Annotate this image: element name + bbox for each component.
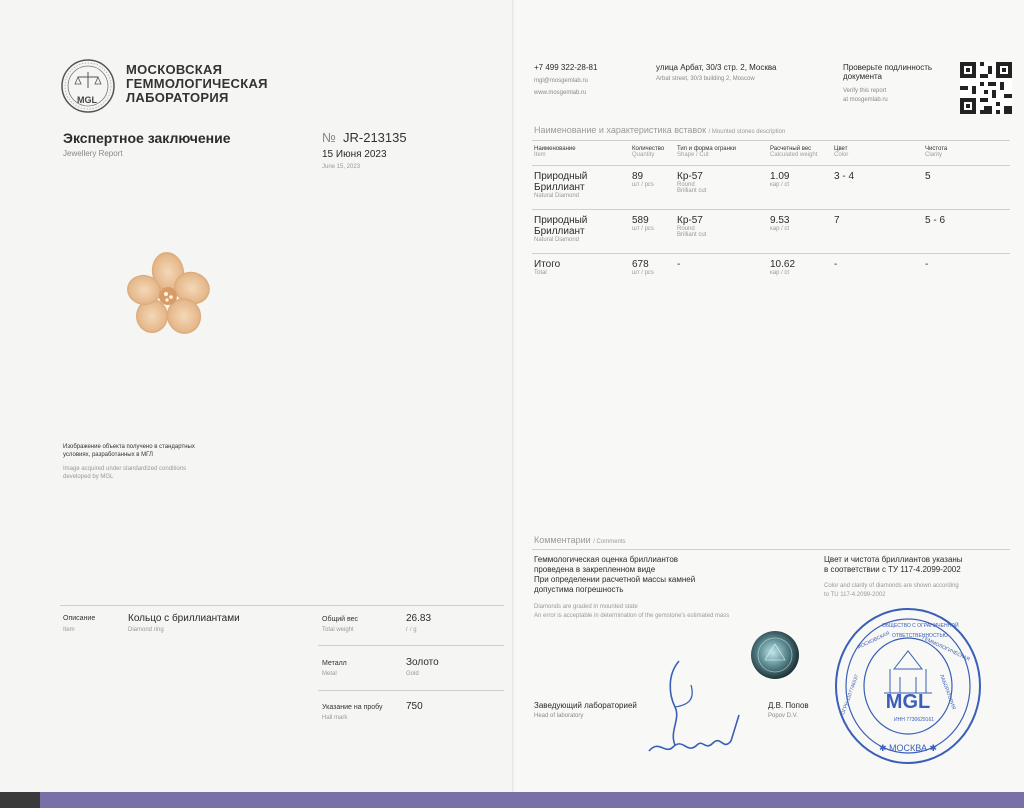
row1-name-line2: Бриллиант <box>534 182 585 193</box>
email: mgl@mosgemlab.ru <box>534 78 588 84</box>
right-page <box>514 0 1024 792</box>
row2-weight-value: 9.53 <box>770 215 790 226</box>
row1-name-line1: Природный <box>534 171 588 182</box>
item-label: Описание <box>63 615 96 622</box>
mgl-logo <box>60 58 116 114</box>
stamp-bottom-text: ✱ МОСКВА ✱ <box>878 743 938 753</box>
comment-left-ru-line1: Геммологическая оценка бриллиантов <box>534 555 679 564</box>
row2-name-line1: Природный <box>534 215 588 226</box>
divider <box>532 165 1010 166</box>
image-note-en <box>63 465 186 481</box>
svg-text:ОТВЕТСТВЕННОСТЬЮ: ОТВЕТСТВЕННОСТЬЮ <box>892 633 948 639</box>
item-value: Кольцо с бриллиантами <box>128 613 240 624</box>
divider <box>318 690 504 691</box>
row1-cut <box>677 171 706 194</box>
comment-right-en <box>824 582 959 600</box>
weight-label: Общий вес <box>322 616 359 623</box>
comment-left-ru-line2: проведена в закрепленном виде <box>534 565 656 574</box>
row2-qty <box>632 215 654 232</box>
header-item-ru: Наименование <box>534 146 576 152</box>
svg-text:ОГРН 1107746537: ОГРН 1107746537 <box>840 673 861 716</box>
metal-label: Металл <box>322 660 347 667</box>
weight-value: 26.83 <box>406 613 432 624</box>
verify-ru <box>843 63 932 81</box>
row1-qty-unit: шт / pcs <box>632 182 654 188</box>
comment-right-ru-line2: в соответствии с ТУ 117-4.2099-2002 <box>824 565 961 574</box>
table-row-total <box>534 259 560 276</box>
report-title-en: Jewellery Report <box>63 149 123 158</box>
row2-cut-en2: Brilliant cut <box>677 232 707 238</box>
header-weight <box>770 146 817 158</box>
ring-photo <box>122 250 214 342</box>
signature-role-en: Head of laboratory <box>534 713 584 719</box>
total-weight-unit: кар / ct <box>770 270 790 276</box>
logo-mgl-text: MGL <box>77 95 97 105</box>
row1-cut-en2: Brilliant cut <box>677 188 707 194</box>
total-weight <box>770 259 795 276</box>
verify-ru-line1: Проверьте подлинность <box>843 63 933 72</box>
address-en: Arbat street, 30/3 building 2, Moscow <box>656 76 755 82</box>
row2-name-en: Natural Diamond <box>534 237 580 243</box>
metal-value: Золото <box>406 657 439 668</box>
comment-left-ru-line4: допустима погрешность <box>534 585 624 594</box>
total-name: Итого <box>534 259 561 270</box>
signature-name: Д.В. Попов <box>768 701 809 710</box>
hallmark-value: 750 <box>406 701 423 712</box>
divider <box>532 253 1010 254</box>
row1-weight <box>770 171 789 188</box>
stones-heading-en: / Mounted stones description <box>708 129 786 135</box>
total-clarity: - <box>925 259 929 270</box>
address: улица Арбат, 30/3 стр. 2, Москва <box>656 63 777 72</box>
row2-weight-unit: кар / ct <box>770 226 790 232</box>
row1-name-en: Natural Diamond <box>534 193 580 199</box>
header-clarity-ru: Чистота <box>925 146 948 152</box>
comment-right-ru <box>824 555 963 575</box>
comments-heading-ru: Комментарии <box>534 535 591 545</box>
qr-code[interactable] <box>960 62 1012 114</box>
row2-qty-unit: шт / pcs <box>632 226 654 232</box>
lab-name-line2: ГЕММОЛОГИЧЕСКАЯ <box>126 76 268 91</box>
divider <box>318 645 504 646</box>
comment-right-ru-line1: Цвет и чистота бриллиантов указаны <box>824 555 963 564</box>
verify-en <box>843 87 888 105</box>
row1-clarity: 5 <box>925 171 931 182</box>
row2-weight <box>770 215 789 232</box>
verify-ru-line2: документа <box>843 72 883 81</box>
svg-text:ОБЩЕСТВО С ОГРАНИЧЕННОЙ: ОБЩЕСТВО С ОГРАНИЧЕННОЙ <box>882 623 959 629</box>
header-quantity <box>632 146 664 158</box>
left-page <box>0 0 514 792</box>
comment-right-en-line1: Color and clarity of diamonds are shown according <box>824 583 959 589</box>
comment-left-ru-line3: При определении расчетной массы камней <box>534 575 696 584</box>
stones-heading <box>534 125 785 135</box>
svg-text:ИНН 7730629161: ИНН 7730629161 <box>894 717 935 723</box>
handwritten-signature <box>639 655 759 765</box>
row2-cut <box>677 215 706 238</box>
total-qty-value: 678 <box>632 259 649 270</box>
phone: +7 499 322-28-81 <box>534 63 598 72</box>
table-row <box>534 215 587 243</box>
lab-name-line3: ЛАБОРАТОРИЯ <box>126 90 229 105</box>
signature-role: Заведующий лабораторией <box>534 701 637 710</box>
header-color <box>834 146 848 158</box>
row1-color: 3 - 4 <box>834 171 855 182</box>
row2-qty-value: 589 <box>632 215 649 226</box>
header-quantity-en: Quantity <box>632 152 655 158</box>
image-note-ru-line1: Изображение объекта получено в стандартных <box>63 444 195 450</box>
bottom-band-dark <box>0 792 40 808</box>
metal-label-en: Metal <box>322 671 337 677</box>
header-color-ru: Цвет <box>834 146 848 152</box>
total-qty-unit: шт / pcs <box>632 270 654 276</box>
website: www.mosgemlab.ru <box>534 90 587 96</box>
svg-text:ЛАБОРАТОРИЯ: ЛАБОРАТОРИЯ <box>938 673 957 711</box>
row1-qty <box>632 171 654 188</box>
total-name-en: Total <box>534 270 547 276</box>
stamp-center-text: MGL <box>885 691 931 713</box>
svg-text:МОСКОВСКАЯ: МОСКОВСКАЯ <box>856 630 891 651</box>
verify-en-line1: Verify this report <box>843 88 887 94</box>
item-label-en: Item <box>63 627 75 633</box>
row2-cut-value: Кр-57 <box>677 215 703 226</box>
total-cut: - <box>677 259 681 270</box>
hologram-seal <box>750 630 800 680</box>
report-number-prefix: № <box>322 130 336 145</box>
report-date-en: June 15, 2023 <box>322 164 361 170</box>
total-weight-value: 10.62 <box>770 259 796 270</box>
item-value-en: Diamond ring <box>128 627 164 633</box>
report-number: JR-213135 <box>343 130 407 145</box>
hallmark-label-en: Hall mark <box>322 715 348 721</box>
weight-unit: г / g <box>406 627 417 633</box>
divider <box>60 605 504 606</box>
signature-name-en: Popov D.V. <box>768 713 798 719</box>
comment-left-en-line2: An error is acceptable in determination of the gemstone's estimated mass <box>534 613 730 619</box>
header-cut-en: Shape / Cut <box>677 152 709 158</box>
comments-heading <box>534 535 626 545</box>
row1-cut-value: Кр-57 <box>677 171 703 182</box>
row2-clarity: 5 - 6 <box>925 215 946 226</box>
header-clarity <box>925 146 947 158</box>
row1-qty-value: 89 <box>632 171 644 182</box>
image-note-ru-line2: условиях, разработанных в МГЛ <box>63 452 153 458</box>
table-row <box>534 171 587 199</box>
header-weight-ru: Расчетный вес <box>770 146 812 152</box>
report-date: 15 Июня 2023 <box>322 149 387 160</box>
comment-left-en <box>534 603 729 621</box>
comments-heading-en: / Comments <box>593 539 626 545</box>
report-title: Экспертное заключение <box>63 130 231 146</box>
row1-weight-value: 1.09 <box>770 171 790 182</box>
lab-name-line1: МОСКОВСКАЯ <box>126 62 223 77</box>
header-cut-ru: Тип и форма огранки <box>677 146 736 152</box>
row1-cut-en1: Round <box>677 182 695 188</box>
header-item-en: Item <box>534 152 546 158</box>
header-weight-en: Calculated weight <box>770 152 818 158</box>
metal-unit: Gold <box>406 671 419 677</box>
header-color-en: Color <box>834 152 849 158</box>
total-color: - <box>834 259 838 270</box>
bottom-band <box>0 792 1024 808</box>
official-stamp <box>832 605 984 767</box>
image-note-ru <box>63 443 195 459</box>
row2-color: 7 <box>834 215 840 226</box>
total-qty <box>632 259 654 276</box>
hallmark-label: Указание на пробу <box>322 704 383 711</box>
image-note-en-line1: Image acquired under standardized conditions <box>63 466 187 472</box>
row2-cut-en1: Round <box>677 226 695 232</box>
verify-en-line2: at mosgemlab.ru <box>843 97 888 103</box>
header-quantity-ru: Количество <box>632 146 665 152</box>
header-cut <box>677 146 736 158</box>
row1-weight-unit: кар / ct <box>770 182 790 188</box>
comment-left-en-line1: Diamonds are graded in mounted state <box>534 604 638 610</box>
divider <box>532 209 1010 210</box>
stones-heading-ru: Наименование и характеристика вставок <box>534 125 707 135</box>
lab-name <box>126 63 268 105</box>
divider <box>532 549 1010 550</box>
header-clarity-en: Clarity <box>925 152 943 158</box>
svg-text:ГЕММОЛОГИЧЕСКАЯ: ГЕММОЛОГИЧЕСКАЯ <box>921 635 971 663</box>
row2-name-line2: Бриллиант <box>534 226 585 237</box>
image-note-en-line2: developed by MGL <box>63 474 114 480</box>
comment-left-ru <box>534 555 695 595</box>
comment-right-en-line2: to TU 117-4.2099-2002 <box>824 592 886 598</box>
divider <box>532 140 1010 141</box>
weight-label-en: Total weight <box>322 627 354 633</box>
header-item <box>534 146 576 158</box>
